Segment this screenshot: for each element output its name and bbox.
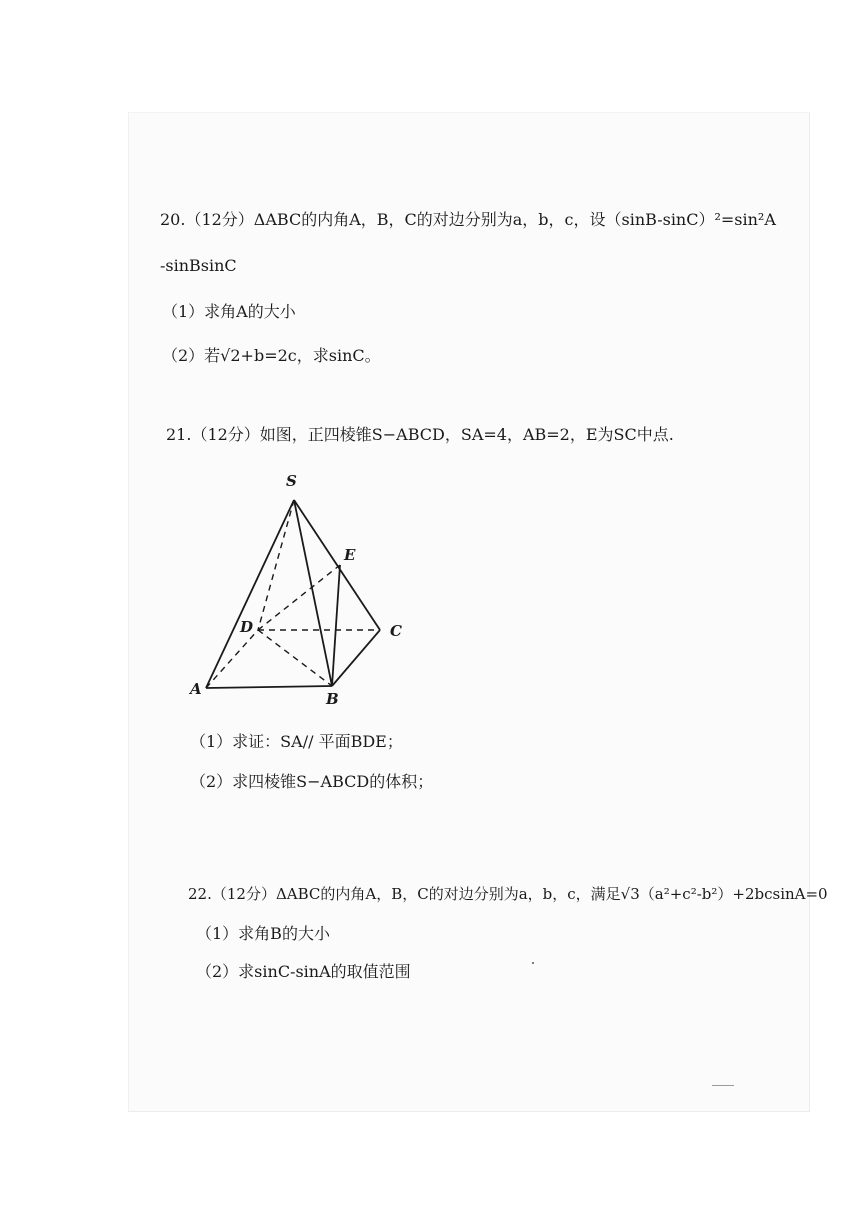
pyramid-figure [180,470,420,710]
label-S: S [286,472,297,490]
q22-stem: 22.（12分）ΔABC的内角A，B，C的对边分别为a，b，c，满足√3（a²+c²-b²）+2bcsinA=0 [188,885,828,903]
q21-part2: （2）求四棱锥S−ABCD的体积； [190,772,434,791]
q22-part2: （2）求sinC-sinA的取值范围 [196,962,411,981]
q22-part1: （1）求角B的大小 [196,924,330,943]
q21-stem: 21.（12分）如图，正四棱锥S−ABCD，SA=4，AB=2，E为SC中点. [166,425,674,444]
scan-mark [712,1085,734,1086]
q20-stem-line1: 20.（12分）ΔABC的内角A，B，C的对边分别为a，b，c，设（sinB-sinC）²=sin²A [160,210,776,229]
label-A: A [190,680,202,698]
label-D: D [240,618,254,636]
edge-SA [206,500,294,688]
label-E: E [344,546,356,564]
edge-AB [206,686,332,688]
edge-BC [332,630,380,686]
edge-BE [332,565,340,686]
q20-part1: （1）求角A的大小 [162,302,296,321]
edge-DE [258,565,340,630]
q21-part1: （1）求证：SA// 平面BDE； [190,732,403,751]
label-B: B [326,690,339,708]
q20-stem-line2: -sinBsinC [160,256,237,275]
label-C: C [390,622,402,640]
edge-AD [206,630,258,688]
scan-speck [532,962,534,964]
q20-part2: （2）若√2+b=2c，求sinC。 [162,346,381,365]
edge-DB [258,630,332,686]
